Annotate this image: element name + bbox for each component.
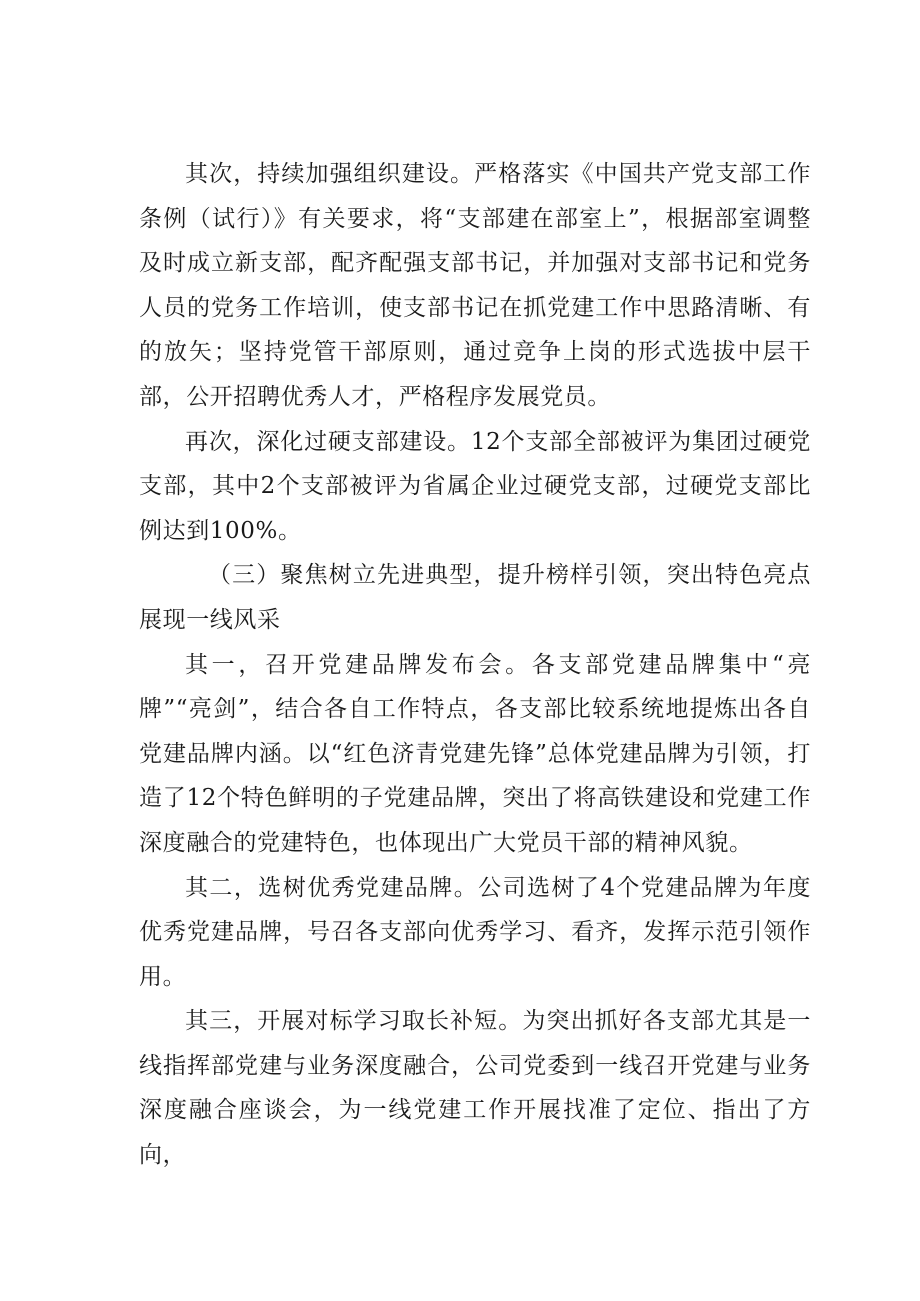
paragraph-organization-building: 其次，持续加强组织建设。严格落实《中国共产党支部工作条例（试行）》有关要求，将“支部建在部室上”，根据部室调整及时成立新支部，配齐配强支部书记，并加强对支部书记和党务人员的党务工作培训，使支部书记在抓党建工作中思路清晰、有的放矢；坚持党管干部原则，通过竞争上岗的形式选拔中层干部，公开招聘优秀人才，严格程序发展党员。 [139, 161, 811, 410]
paragraph-branch-building: 再次，深化过硬支部建设。12个支部全部被评为集团过硬党支部，其中2个支部被评为省属企业过硬党支部，过硬党支部比例达到100%。 [139, 428, 811, 544]
paragraph-excellent-brands: 其二，选树优秀党建品牌。公司选树了4个党建品牌为年度优秀党建品牌，号召各支部向优秀学习、看齐，发挥示范引领作用。 [139, 874, 811, 990]
section-heading-3: （三）聚焦树立先进典型，提升榜样引领，突出特色亮点展现一线风采 [139, 562, 811, 633]
paragraph-benchmark-learning: 其三，开展对标学习取长补短。为突出抓好各支部尤其是一线指挥部党建与业务深度融合，公司党委到一线召开党建与业务深度融合座谈会，为一线党建工作开展找准了定位、指出了方向， [139, 1008, 811, 1169]
paragraph-brand-launch: 其一，召开党建品牌发布会。各支部党建品牌集中“亮牌”“亮剑”，结合各自工作特点，各支部比较系统地提炼出各自党建品牌内涵。以“红色济青党建先锋”总体党建品牌为引领，打造了12个特色鲜明的子党建品牌，突出了将高铁建设和党建工作深度融合的党建特色，也体现出广大党员干部的精神风貌。 [139, 651, 811, 856]
document-page [139, 152, 811, 1178]
